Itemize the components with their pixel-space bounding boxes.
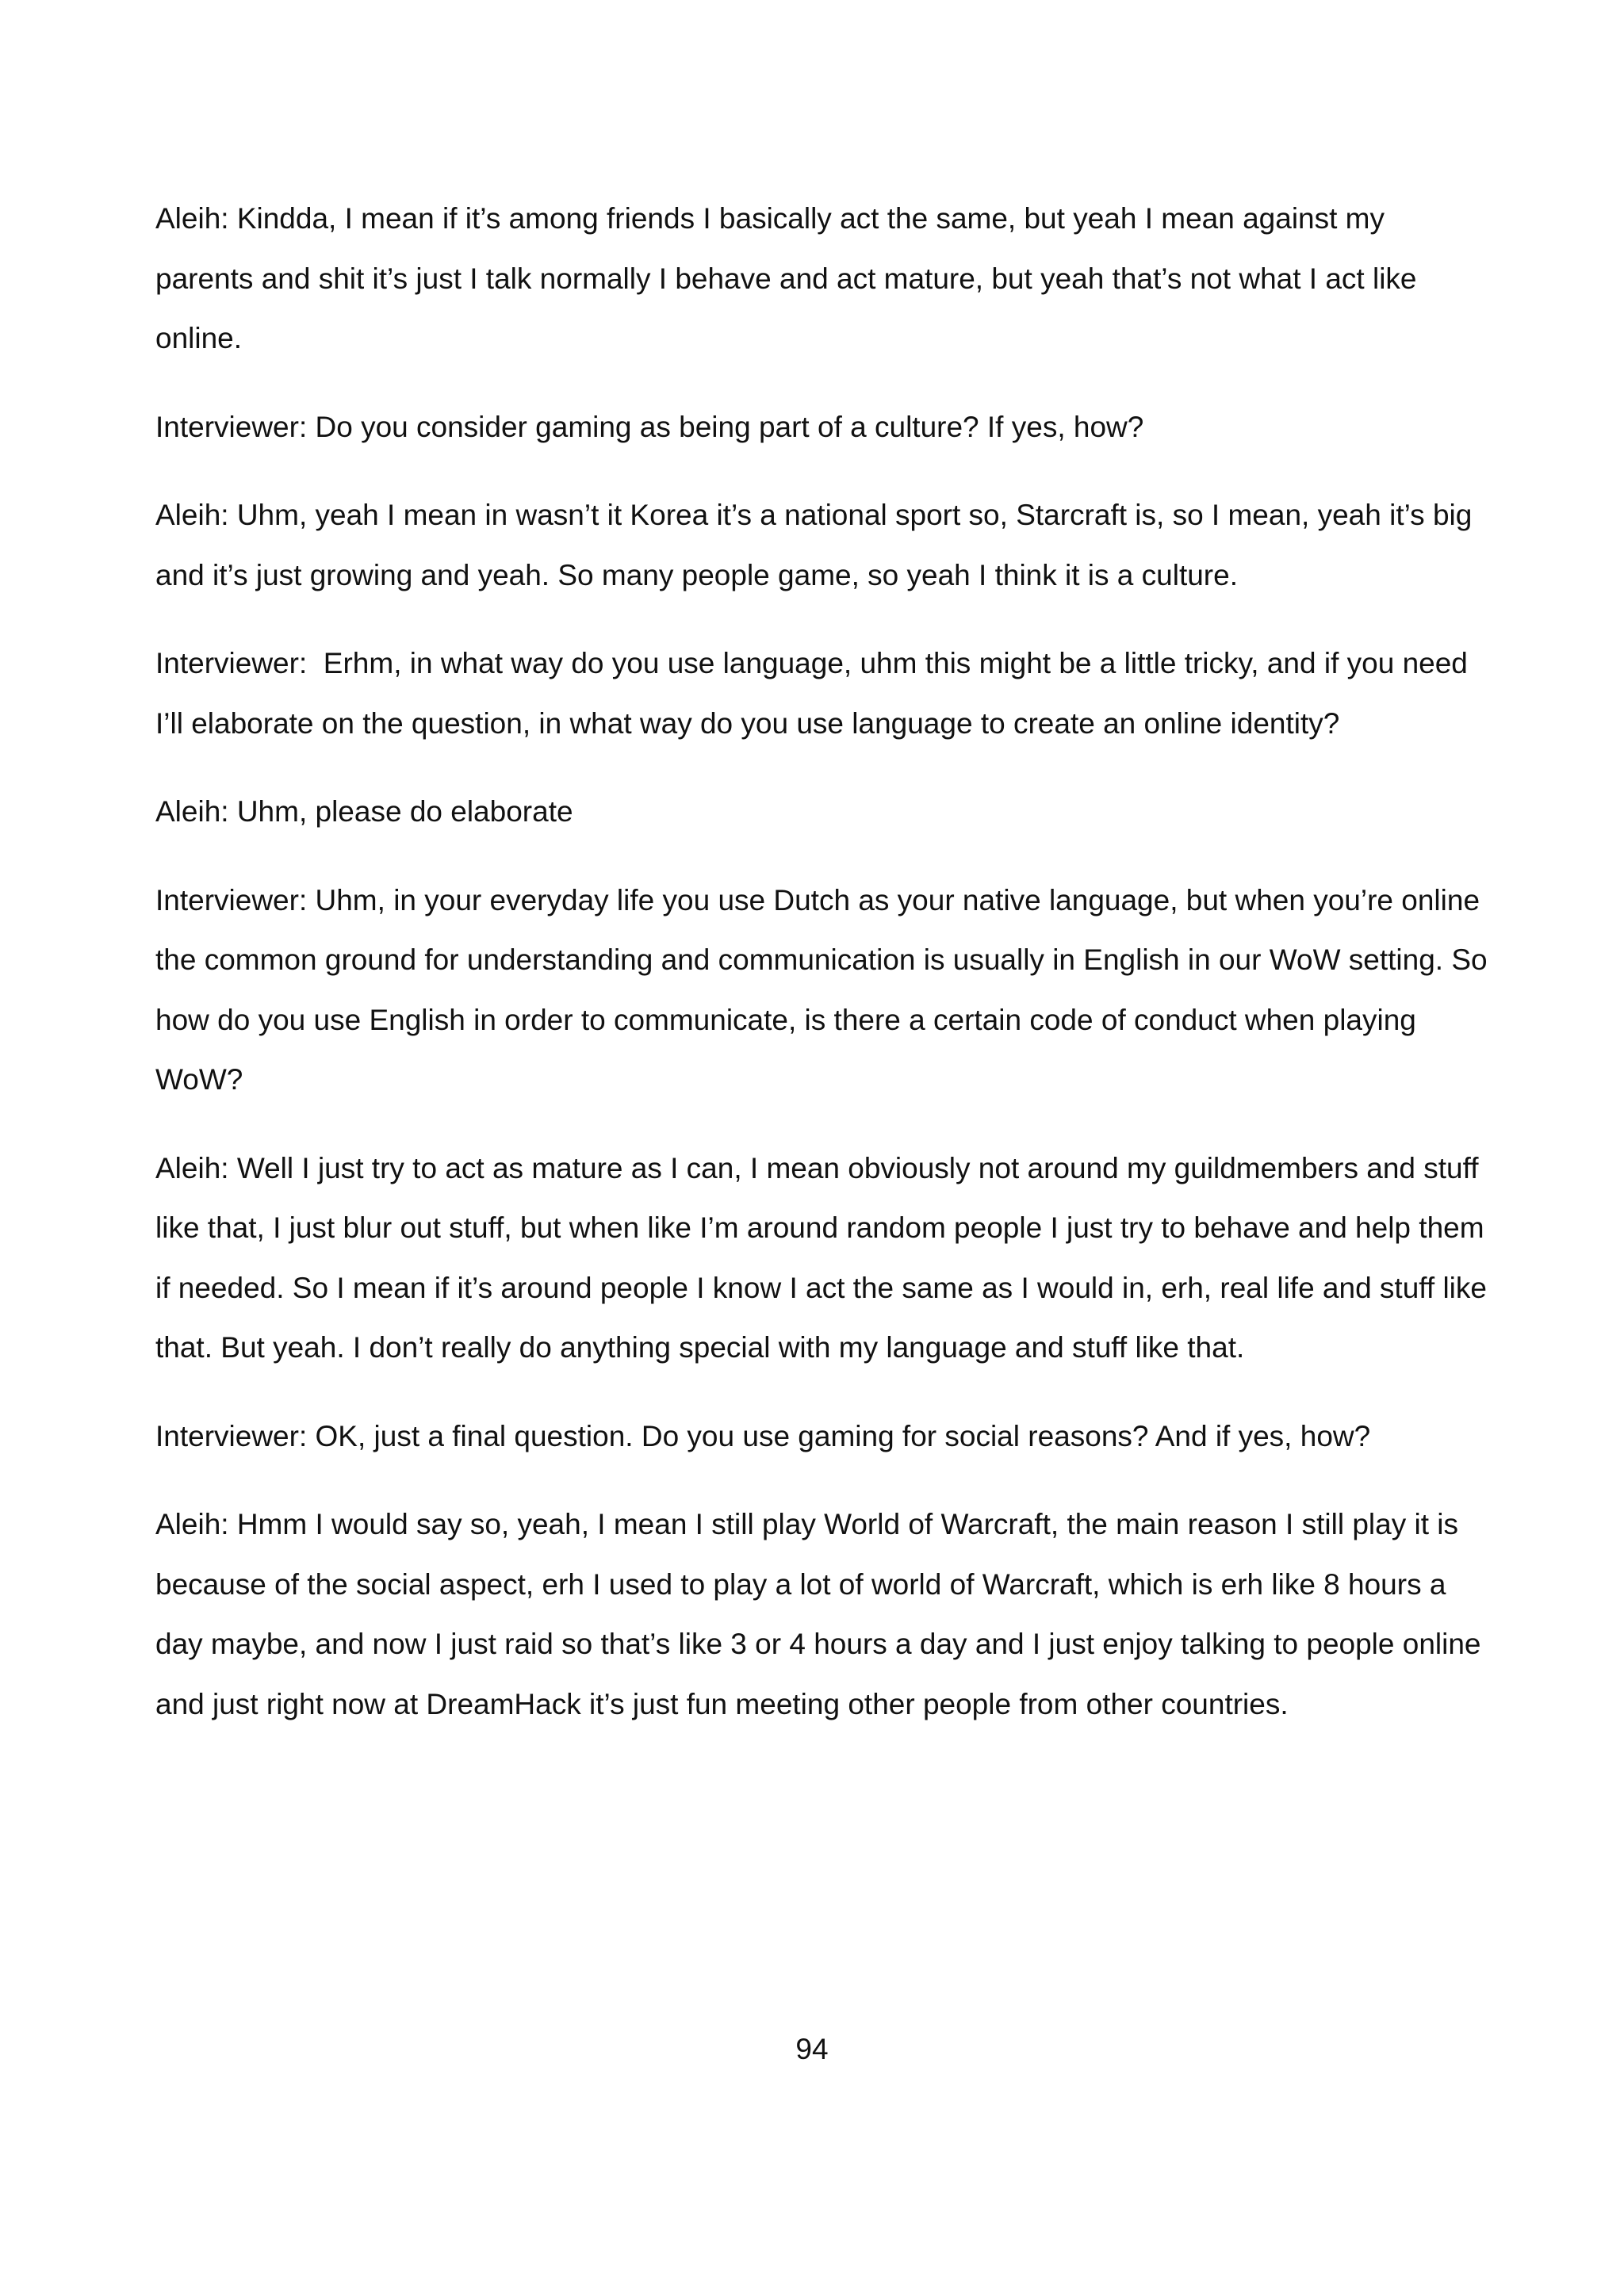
transcript-paragraph: Aleih: Uhm, yeah I mean in wasn’t it Korea it’s a national sport so, Starcraft is, so I mean, yeah it’s big and it’s just growing and yeah. So many people game, so yeah I think it is a culture. — [155, 499, 1480, 591]
transcript-paragraph: Interviewer: Do you consider gaming as being part of a culture? If yes, how? — [155, 410, 1144, 443]
transcript-paragraph: Aleih: Uhm, please do elaborate — [155, 795, 573, 828]
transcript-paragraph: Interviewer: OK, just a final question. Do you use gaming for social reasons? And if yes, how? — [155, 1419, 1371, 1452]
transcript-paragraph: Aleih: Well I just try to act as mature as I can, I mean obviously not around my guildmembers and stuff like that, I just blur out stuff, but when like I’m around random people I just try to behave and help them if needed. So I mean if it’s around people I know I act the same as I would in, erh, real life and stuff like that. But yeah. I don’t really do anything special with my language and stuff like that. — [155, 1151, 1496, 1364]
page-number: 94 — [795, 2033, 829, 2065]
transcript-paragraph: Interviewer: Erhm, in what way do you use language, uhm this might be a little tricky, and if you need I’ll elaborate on the question, in what way do you use language to create an online identity? — [155, 647, 1477, 740]
transcript-paragraph: Interviewer: Uhm, in your everyday life you use Dutch as your native language, but when you’re online the common ground for understanding and communication is usually in English in our WoW setting. So how do you use English in order to communicate, is there a certain code of conduct when playing WoW? — [155, 883, 1496, 1096]
transcript-paragraph: Aleih: Hmm I would say so, yeah, I mean I still play World of Warcraft, the main reason I still play it is because of the social aspect, erh I used to play a lot of world of Warcraft, which is erh like 8 hours a day maybe, and now I just raid so that’s like 3 or 4 hours a day and I just enjoy talking to people online and just right now at DreamHack it’s just fun meeting other people from other countries. — [155, 1508, 1489, 1720]
interview-transcript — [155, 189, 1496, 1762]
transcript-paragraph: Aleih: Kindda, I mean if it’s among friends I basically act the same, but yeah I mean against my parents and shit it’s just I talk normally I behave and act mature, but yeah that’s not what I act like online. — [155, 202, 1425, 354]
